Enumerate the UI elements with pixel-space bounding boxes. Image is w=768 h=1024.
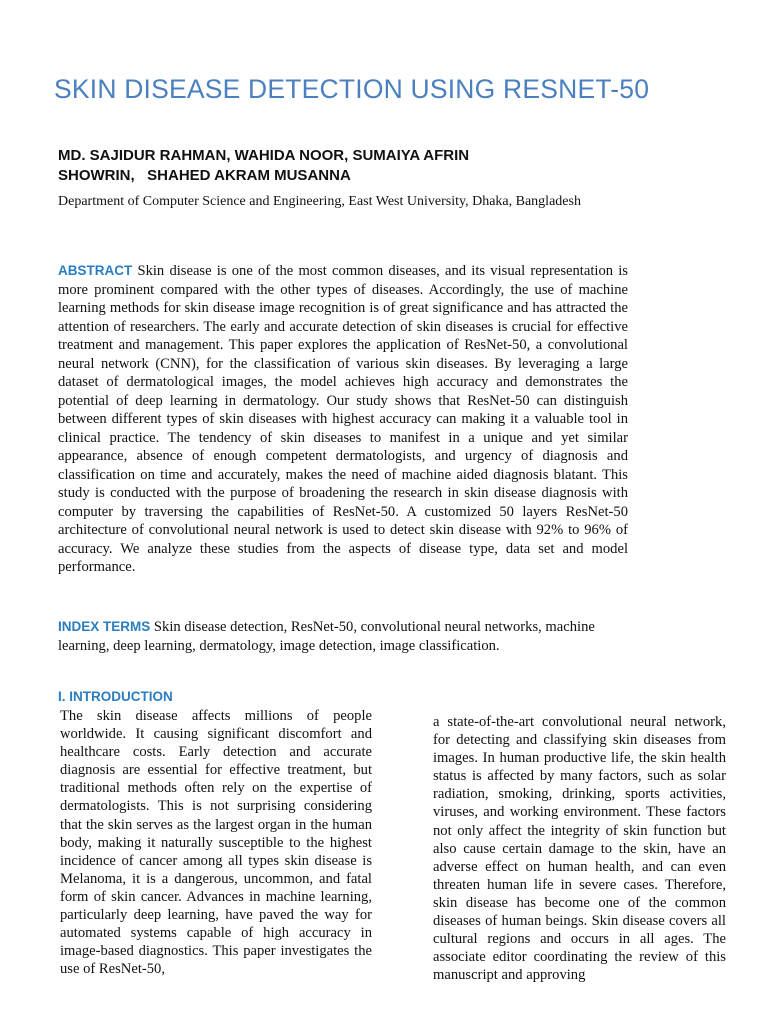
abstract-label: ABSTRACT <box>58 263 133 278</box>
index-terms-label: INDEX TERMS <box>58 619 151 634</box>
introduction-heading: I. INTRODUCTION <box>58 689 173 704</box>
introduction-right-column: a state-of-the-art convolutional neural network, for detecting and classifying skin diseases from images. In human productive life, the skin health status is affected by many factors, such as solar radiation, smoking, drinking, sports activities, viruses, and working environment. These factors not only affect the integrity of skin function but also cause certain damage to the skin, have an adverse effect on human health, and can even threaten human life in severe cases. Therefore, skin disease has become one of the common diseases of human beings. Skin disease covers all cultural regions and occurs in all ages. The associate editor coordinating the review of this manuscript and approving <box>433 714 726 984</box>
index-terms-text: Skin disease detection, ResNet-50, convolutional neural networks, machine learning, deep learning, dermatology, image detection, image classification. <box>58 619 595 654</box>
affiliation: Department of Computer Science and Engineering, East West University, Dhaka, Bangladesh <box>58 194 581 209</box>
index-terms-section <box>58 617 628 656</box>
abstract-section <box>58 262 628 577</box>
abstract-text: Skin disease is one of the most common diseases, and its visual representation is more prominent compared with the other types of diseases. Accordingly, the use of machine learning methods for skin disease image recognition is of great significance and has attracted the attention of researchers. The early and accurate detection of skin diseases is crucial for effective treatment and management. This paper explores the application of ResNet-50, a convolutional neural network (CNN), for the classification of various skin diseases. By leveraging a large dataset of dermatological images, the model achieves high accuracy and demonstrates the potential of deep learning in dermatology. Our study shows that ResNet-50 can distinguish between different types of skin diseases with highest accuracy can making it a valuable tool in clinical practice. The tendency of skin diseases to manifest in a unique and yet similar appearance, absence of enough competent dermatologists, and urgency of diagnosis and classification on time and accurately, makes the need of machine aided diagnosis blatant. This study is conducted with the purpose of broadening the research in skin disease diagnosis with computer by traversing the capabilities of ResNet-50. A customized 50 layers ResNet-50 architecture of convolutional neural network is used to detect skin disease with 92% to 96% of accuracy. We analyze these studies from the aspects of disease type, data set and model performance. <box>58 263 628 575</box>
introduction-left-column: The skin disease affects millions of people worldwide. It causing significant discomfort and healthcare costs. Early detection and accurate diagnosis are essential for effective treatment, but traditional methods often rely on the expertise of dermatologists. This is not surprising considering that the skin serves as the largest organ in the human body, making it naturally susceptible to the highest incidence of cancer among all types skin disease is Melanoma, it is a dangerous, uncommon, and fatal form of skin cancer. Advances in machine learning, particularly deep learning, have paved the way for automated systems capable of high accuracy in image-based diagnostics. This paper investigates the use of ResNet-50, <box>60 708 372 978</box>
author-list: MD. SAJIDUR RAHMAN, WAHIDA NOOR, SUMAIYA AFRIN SHOWRIN, SHAHED AKRAM MUSANNA <box>58 147 470 184</box>
paper-title: SKIN DISEASE DETECTION USING RESNET-50 <box>54 74 650 104</box>
